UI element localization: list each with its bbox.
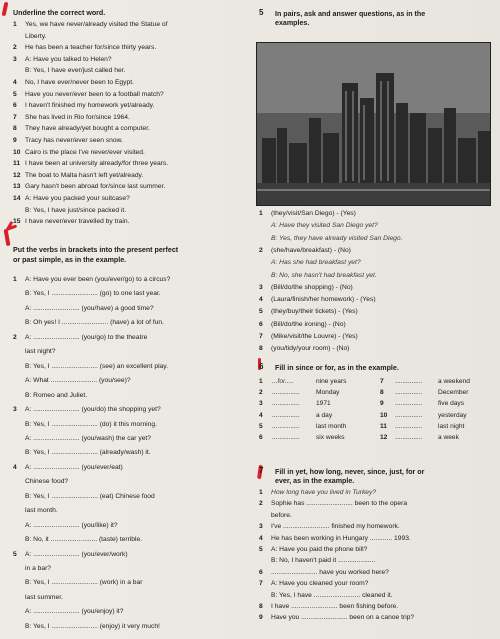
ex5r-line-text: (she/have/breakfast) - (No) [271,246,351,254]
ex7-line-number: 7 [259,580,263,588]
ex5-line-text: B: No, it ......................... (taste) terrible. [25,536,143,544]
ex4-item-number: 9 [13,137,17,144]
ex6-blank: ............... [395,378,423,385]
ex7-line [259,614,414,622]
ex6-term: 1971 [316,400,331,408]
ex5-line [13,536,142,544]
ex5r-line [259,247,351,255]
ex5-line-number: 1 [13,276,17,283]
ex5r-line-number: 2 [259,246,263,254]
ex4-item-number: 15 [13,218,21,226]
ex5r-line-number: 3 [259,283,263,291]
ex6-term: five days [438,400,465,408]
ex5-line-text: B: Yes, I ......................... (already/wash) it. [25,449,151,457]
ex4-title: Underline the correct word. [13,9,106,17]
ex6-term: Monday [316,389,340,397]
ex4-item [13,67,125,75]
ex7-title-line2: ever, as in the example. [275,477,355,485]
ex7-line-number: 8 [259,603,263,610]
ex6-number: 6 [259,362,264,371]
ex5r-line-number: 1 [259,210,263,217]
ex6-number: 6 [259,434,263,441]
ex4-item-number: 7 [13,113,17,121]
ex5-line [13,363,168,371]
ex7-line [259,546,367,554]
ex4-item-number: 1 [13,21,17,28]
ex6-blank: ............... [395,400,423,408]
ex4-item-text: The boat to Malta hasn't left yet/already. [25,171,144,179]
ex5-line-number: 4 [13,463,17,471]
ex6-term: a week [438,434,459,441]
ex5r-line [259,296,376,304]
ex5r-line-text: (Laura/finish/her homework) - (Yes) [271,296,376,304]
ex4-item [13,172,143,180]
ex5-line [13,290,161,298]
ex5r-line-text: (they/visit/San Diego) - (Yes) [271,210,356,217]
ex4-item-text: I haven't finished my homework yet/already. [25,102,155,110]
ex5-line-text: A: ......................... (you/ever/eat) [25,463,123,471]
ex6-term: a weekend [438,378,470,385]
ex6-blank: ............... [272,422,300,430]
ex5-line-text: A: ......................... (you/enjoy) it? [25,608,124,616]
ex4-item-text: A: Have you talked to Helen? [25,55,112,63]
ex5r-title-line2: examples. [275,19,310,27]
ex6-number: 7 [380,378,384,385]
ex4-item [13,114,130,122]
ex5r-line [259,272,377,280]
ex7-line-number: 4 [259,534,263,542]
ex5-line-text: B: Romeo and Juliet. [25,391,88,399]
ex4-item-text: He has been a teacher for/since thirty years. [25,44,157,52]
ex6-number: 12 [380,434,388,441]
ex7-line-number: 3 [259,523,263,531]
ex7-line-number: 6 [259,568,263,576]
ex4-item-number: 12 [13,171,21,179]
ex7-line [259,489,376,497]
ex5-line-text: A: ......................... (you/ever/work) [25,550,128,558]
ex5-line [13,594,63,602]
ex5r-line-text: A: Have they visited San Diego yet? [271,222,378,230]
ex4-item-number: 14 [13,195,21,202]
ex7-line [259,580,368,588]
ex6-title: Fill in since or for, as in the example. [275,364,399,372]
ex7-title-line1: Fill in yet, how long, never, since, just, for or [275,468,425,476]
ex5-line-text: A: Have you ever been (you/ever/go) to a circus? [25,276,171,283]
ex4-item [13,125,150,133]
ex4-item-text: Tracy has never/ever seen snow. [25,137,123,144]
ex4-item [13,79,134,87]
ex4-item [13,160,168,168]
ex5r-line [259,308,358,316]
ex5-line [13,276,170,284]
ex4-item-number: 4 [13,79,17,86]
ex7-line-text: I have ......................... been fishing before. [271,603,399,610]
ex5-line-text: A: ......................... (you/do) the shopping yet? [25,406,161,414]
ex5-line [13,449,151,457]
ex6-term: nine years [316,378,347,385]
ex6-number: 1 [259,378,263,385]
ex5-line [13,305,154,313]
ex4-item-text: Have you never/ever been to a football match? [25,90,164,98]
ex7-line-number: 9 [259,614,263,622]
ex5-line [13,319,164,327]
ex4-item [13,56,112,64]
ex6-number: 2 [259,389,263,397]
ex4-item [13,91,164,99]
ex5r-line [259,222,378,230]
ex4-item-number: 10 [13,148,21,156]
ex4-item-text: She has lived in Rio for/since 1964. [25,113,130,121]
ex5r-line [259,235,402,243]
ex7-line-text: B: Yes, I have ......................... cleaned it. [271,591,393,599]
ex5-line [13,406,161,414]
ex7-line-text: Have you ......................... been on a canoe trip? [271,614,415,622]
ex5-line-text: B: Yes, I ......................... (enjoy) it very much! [25,622,160,630]
ex4-item [13,102,154,110]
ex5r-line-text: B: Yes, they have already visited San Diego. [271,234,403,242]
ex5-line-text: last summer. [25,593,63,601]
ex5r-number: 5 [259,8,264,17]
ex5-line [13,522,118,530]
ex7-line-number: 1 [259,489,263,496]
ex7-line [259,603,398,611]
ex5-line-number: 3 [13,406,17,414]
ex7-line-text: A: Have you paid the phone bill? [271,546,368,553]
ex4-item-text: I have never/ever travelled by train. [25,218,130,226]
ex7-line [259,512,292,520]
ex4-item-number: 11 [13,160,21,168]
ex6-number: 11 [380,422,387,430]
ex5r-line-text: A: Has she had breakfast yet? [271,259,361,267]
ex7-number: 7 [259,466,264,475]
ex5r-line-text: B: No, she hasn't had breakfast yet. [271,271,377,279]
ex5r-line-text: (they/buy/their tickets) - (Yes) [271,308,358,316]
ex5-line-text: B: Yes, I ......................... (see) an excellent play. [25,362,168,370]
ex6-number: 10 [380,411,388,419]
ex4-item-text: Gary hasn't been abroad for/since last summer. [25,183,166,191]
ex5r-line [259,345,349,353]
ex4-item [13,195,130,203]
ex5-line [13,464,123,472]
ex4-item [13,33,46,41]
ex5-line [13,565,51,573]
ex5-line-text: Chinese food? [25,478,69,486]
ex7-line-number: 2 [259,500,263,508]
ex6-number: 5 [259,422,263,430]
ex6-term: December [438,389,469,397]
ex5-title-line1: Put the verbs in brackets into the present perfect [13,246,179,254]
ex6-number: 8 [380,389,384,397]
ex5-line [13,608,124,616]
ex6-blank: ............... [272,411,300,419]
ex5-line [13,435,151,443]
ex4-item-text: Cairo is the place I've never/ever visited. [25,148,145,156]
ex5-line [13,348,56,356]
ex5-line-number: 2 [13,333,17,341]
city-skyline-photo [256,42,491,206]
ex5-title-line2: or past simple, as in the example. [13,256,127,264]
ex4-item-number: 8 [13,125,17,133]
ex5r-line-text: (Mike/visit/the Louvre) - (Yes) [271,333,358,340]
ex7-line [259,523,400,531]
ex5r-line-number: 7 [259,333,263,340]
ex6-blank: ............... [272,434,300,441]
ex4-item [13,137,123,145]
ex5r-line [259,284,353,292]
ex5r-line-text: (you/tidy/your room) - (No) [271,345,350,353]
ex5-line-text: B: Yes, I ......................... (work) in a bar [25,579,143,587]
ex5-line-text: A: ......................... (you/wash) the car yet? [25,434,151,442]
skyline-illustration [257,43,490,205]
ex5-line-number: 5 [13,550,17,558]
ex4-item-text: I have been at university already/for three years. [25,160,169,168]
ex6-blank: ............... [395,434,423,441]
ex7-line-text: He has been working in Hungary ............ 1993. [271,534,411,542]
ex4-item-number: 2 [13,44,17,52]
ex6-blank: ............... [395,411,423,419]
ex5r-line [259,259,361,267]
ex5-line-text: A: ......................... (you/like) it? [25,521,118,529]
ex4-item-text: They have already/yet bought a computer. [25,125,150,133]
ex5-line [13,392,87,400]
red-check-mark-2 [4,229,11,246]
ex5r-title-line1: In pairs, ask and answer questions, as in the [275,10,426,18]
ex4-item [13,207,126,215]
ex7-line [259,500,407,508]
ex5-line-text: in a bar? [25,565,52,572]
ex6-blank: ............... [272,389,300,397]
ex6-blank: ............... [395,422,423,430]
ex5-line-text: last month. [25,507,58,515]
ex5-line [13,623,160,631]
ex5r-line-number: 4 [259,296,263,304]
ex4-item [13,149,145,157]
ex4-item [13,44,156,52]
ex5-line-text: A: ......................... (you/have) a good time? [25,304,154,312]
ex4-item [13,21,168,29]
ex7-line-text: before. [271,511,292,519]
ex4-item-number: 13 [13,183,21,191]
ex7-line [259,557,375,565]
ex6-number: 3 [259,400,263,408]
ex5r-line [259,333,358,341]
ex4-item-text: A: Have you packed your suitcase? [25,195,130,202]
ex5-line [13,421,157,429]
ex6-number: 4 [259,411,263,419]
ex5-line-text: B: Yes, I ......................... (go) to one last year. [25,290,161,298]
ex6-blank: ............... [272,400,300,408]
ex5-line [13,507,58,515]
ex6-term: six weeks [316,434,345,441]
ex4-item-text: B: Yes, I have just/since packed it. [25,206,127,214]
ex6-number: 9 [380,400,384,408]
ex4-item-number: 5 [13,90,17,98]
ex5-line [13,551,128,559]
ex4-item-text: Yes, we have never/already visited the Statue of [25,21,168,28]
ex5r-line-number: 8 [259,345,263,353]
ex5-line-text: B: Oh yes! I ......................... (have) a lot of fun. [25,319,165,327]
ex7-line-text: How long have you lived in Turkey? [271,489,377,496]
ex7-line-text: I've ......................... finished my homework. [271,523,400,531]
ex7-line [259,592,393,600]
ex4-item [13,218,129,226]
ex5-line [13,478,68,486]
ex5r-line [259,210,356,218]
ex5r-line-number: 5 [259,308,263,316]
ex5-line-text: A: ......................... (you/go) to the theatre [25,333,148,341]
ex6-term: a day [316,411,333,419]
ex4-item-number: 6 [13,102,17,110]
ex5r-line [259,321,346,329]
ex7-line [259,569,389,577]
ex7-line-text: A: Have you cleaned your room? [271,580,369,588]
ex5r-line-number: 6 [259,320,263,328]
ex7-line [259,535,411,543]
ex4-item-text: Liberty. [25,32,47,40]
ex4-item-number: 3 [13,55,17,63]
ex6-term: last month [316,422,347,430]
ex6-blank: ...for..... [272,378,295,385]
ex5r-line-text: (Bill/do/the ironing) - (No) [271,320,346,328]
ex6-blank: ............... [395,389,423,397]
ex6-term: yesterday [438,411,467,419]
ex5-line [13,377,131,385]
ex4-item [13,183,165,191]
red-check-mark-1 [2,2,9,17]
ex7-line-text: B: No, I haven't paid it .................... [271,557,376,565]
ex4-item-text: No, I have ever/never been to Egypt. [25,79,134,86]
ex5-line-text: A: What ......................... (you/see)? [25,377,131,385]
ex5-line-text: B: Yes, I ......................... (eat) Chinese food [25,492,155,500]
ex7-line-text: Sophie has ......................... been to the opera [271,500,408,508]
ex7-line-number: 5 [259,546,263,553]
ex5-line [13,493,155,501]
ex5-line [13,579,142,587]
ex5-line-text: last night? [25,348,56,356]
ex5-line [13,334,147,342]
ex5r-line-text: (Bill/do/the shopping) - (No) [271,283,353,291]
ex5-line-text: B: Yes, I ......................... (do) it this morning. [25,420,157,428]
ex6-term: last night [438,422,465,430]
ex4-item-text: B: Yes, I have ever/just called her. [25,67,126,75]
ex7-line-text: ......................... have you worked here? [271,568,389,576]
